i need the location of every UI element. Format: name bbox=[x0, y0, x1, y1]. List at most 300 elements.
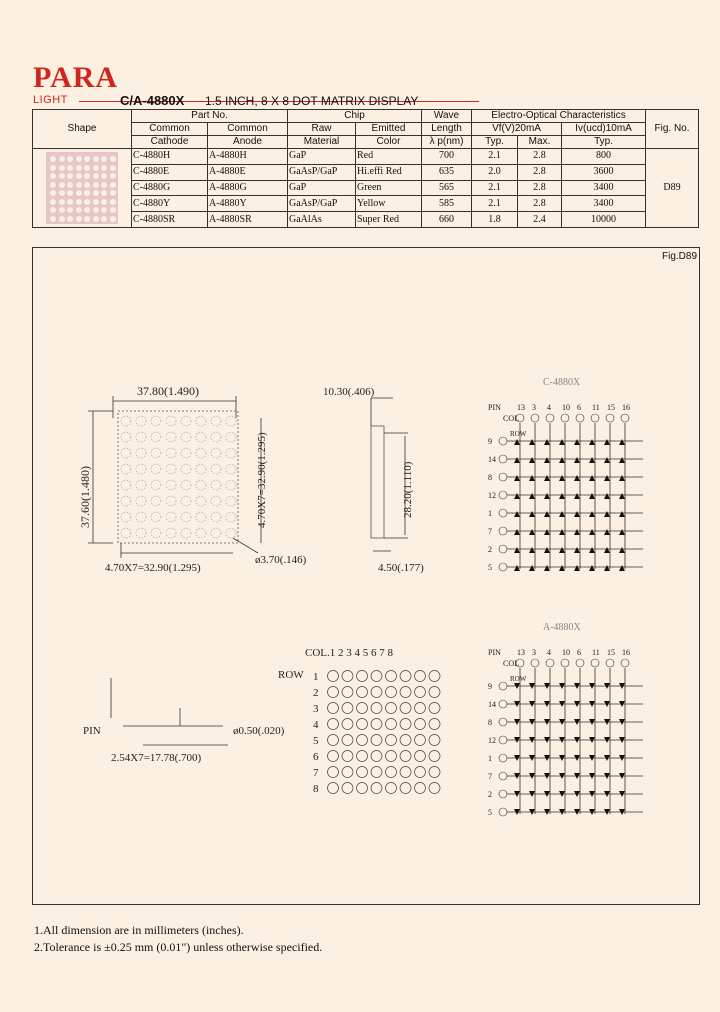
matrix-dot bbox=[50, 190, 56, 196]
map-dot bbox=[429, 719, 440, 730]
schematic-row-number: 8 bbox=[488, 473, 492, 482]
cell-material: GaAlAs bbox=[288, 212, 356, 228]
led-diode-symbol bbox=[589, 547, 595, 553]
row-node-circle bbox=[499, 772, 507, 780]
schematic-pin-number: 11 bbox=[592, 403, 600, 412]
front-view-dot bbox=[136, 432, 146, 442]
matrix-dot bbox=[110, 216, 116, 222]
map-dot bbox=[400, 783, 411, 794]
map-dot bbox=[371, 719, 382, 730]
cell-color: Super Red bbox=[356, 212, 422, 228]
row-map-number: 5 bbox=[313, 735, 319, 747]
dim-height-label: 37.60(1.480) bbox=[78, 466, 92, 528]
matrix-dot bbox=[101, 173, 107, 179]
header-part-no: Part No. bbox=[132, 110, 288, 123]
header-raw: Raw bbox=[288, 123, 356, 136]
front-view-dot bbox=[196, 448, 206, 458]
map-dot bbox=[328, 719, 339, 730]
row-map-number: 1 bbox=[313, 671, 319, 683]
led-diode-symbol bbox=[529, 493, 535, 499]
matrix-dot bbox=[76, 173, 82, 179]
cell-anode: A-4880Y bbox=[208, 196, 288, 212]
pin-dia-label: ø0.50(.020) bbox=[233, 725, 285, 737]
matrix-dot bbox=[67, 156, 73, 162]
cell-anode: A-4880G bbox=[208, 180, 288, 196]
dim-line bbox=[233, 538, 258, 553]
map-dot bbox=[415, 687, 426, 698]
front-view-dot bbox=[226, 528, 236, 538]
column-node-circle bbox=[546, 414, 554, 422]
model-title: C/A-4880X bbox=[120, 93, 185, 108]
led-diode-symbol bbox=[589, 493, 595, 499]
schematic-row-number: 12 bbox=[488, 491, 496, 500]
matrix-dot bbox=[50, 156, 56, 162]
cell-wave: 585 bbox=[422, 196, 472, 212]
map-dot bbox=[415, 719, 426, 730]
row-node-circle bbox=[499, 754, 507, 762]
led-diode-symbol bbox=[589, 565, 595, 571]
led-diode-symbol bbox=[559, 475, 565, 481]
front-view-dot bbox=[196, 480, 206, 490]
header-anode: Anode bbox=[208, 136, 288, 149]
map-dot bbox=[328, 783, 339, 794]
schematic-pin-number: 10 bbox=[562, 648, 570, 657]
led-diode-symbol bbox=[529, 439, 535, 445]
row-node-circle bbox=[499, 736, 507, 744]
column-node-circle bbox=[621, 414, 629, 422]
header-common-anode: Common bbox=[208, 123, 288, 136]
front-view-dot bbox=[166, 480, 176, 490]
led-diode-symbol bbox=[619, 493, 625, 499]
matrix-dot bbox=[59, 190, 65, 196]
cell-color: Yellow bbox=[356, 196, 422, 212]
schematic-row-label: ROW bbox=[510, 675, 527, 683]
schematic-row-number: 2 bbox=[488, 545, 492, 554]
matrix-dot bbox=[101, 182, 107, 188]
led-diode-symbol bbox=[574, 547, 580, 553]
column-node-circle bbox=[561, 659, 569, 667]
matrix-dot bbox=[101, 165, 107, 171]
matrix-dot bbox=[59, 173, 65, 179]
column-node-circle bbox=[621, 659, 629, 667]
matrix-dot bbox=[110, 182, 116, 188]
cell-color: Red bbox=[356, 149, 422, 165]
front-view-dot bbox=[211, 512, 221, 522]
led-diode-symbol bbox=[619, 565, 625, 571]
brand-name: PARA bbox=[33, 61, 119, 94]
matrix-dot bbox=[84, 207, 90, 213]
front-view-dot bbox=[226, 480, 236, 490]
pin-label: PIN bbox=[83, 725, 101, 737]
front-view-dot bbox=[136, 480, 146, 490]
led-diode-symbol bbox=[514, 547, 520, 553]
led-diode-symbol bbox=[514, 493, 520, 499]
spec-table bbox=[32, 109, 699, 228]
led-diode-symbol bbox=[574, 511, 580, 517]
schematic-pin-number: 13 bbox=[517, 403, 525, 412]
cell-vf-typ: 2.0 bbox=[472, 164, 518, 180]
map-dot bbox=[429, 671, 440, 682]
dot-matrix-image bbox=[46, 152, 118, 224]
map-dot bbox=[429, 735, 440, 746]
led-diode-symbol bbox=[544, 439, 550, 445]
map-dot bbox=[328, 671, 339, 682]
table-row bbox=[33, 196, 699, 212]
front-view-dot bbox=[151, 448, 161, 458]
front-view-dot bbox=[121, 432, 131, 442]
brand-sub: LIGHT bbox=[33, 94, 68, 106]
matrix-dot bbox=[59, 207, 65, 213]
front-view-dot bbox=[196, 496, 206, 506]
matrix-dot bbox=[67, 190, 73, 196]
schematic-pin-number: 10 bbox=[562, 403, 570, 412]
matrix-dot bbox=[93, 190, 99, 196]
cell-iv: 3400 bbox=[562, 196, 646, 212]
map-dot bbox=[342, 751, 353, 762]
table-row bbox=[33, 180, 699, 196]
column-node-circle bbox=[531, 414, 539, 422]
map-dot bbox=[400, 671, 411, 682]
schematic-pin-number: 4 bbox=[547, 403, 551, 412]
header-chip: Chip bbox=[288, 110, 422, 123]
col-map-label: COL.1 2 3 4 5 6 7 8 bbox=[305, 647, 393, 659]
led-diode-symbol bbox=[604, 511, 610, 517]
front-view-dot bbox=[151, 480, 161, 490]
column-node-circle bbox=[591, 414, 599, 422]
matrix-dot bbox=[101, 216, 107, 222]
led-diode-symbol bbox=[529, 475, 535, 481]
matrix-dot bbox=[67, 165, 73, 171]
map-dot bbox=[357, 751, 368, 762]
cell-iv: 10000 bbox=[562, 212, 646, 228]
header-lambda: λ p(nm) bbox=[422, 136, 472, 149]
map-dot bbox=[400, 703, 411, 714]
dim-pin-gap-label: 4.50(.177) bbox=[378, 562, 424, 574]
matrix-dot bbox=[93, 216, 99, 222]
matrix-dot bbox=[59, 165, 65, 171]
matrix-dot bbox=[93, 165, 99, 171]
led-diode-symbol bbox=[559, 457, 565, 463]
map-dot bbox=[342, 767, 353, 778]
cell-wave: 635 bbox=[422, 164, 472, 180]
map-dot bbox=[342, 671, 353, 682]
led-diode-symbol bbox=[514, 529, 520, 535]
drawing-svg bbox=[33, 248, 699, 904]
led-diode-symbol bbox=[529, 565, 535, 571]
matrix-dot bbox=[84, 199, 90, 205]
front-view-dot bbox=[151, 528, 161, 538]
front-view-dot bbox=[136, 464, 146, 474]
matrix-dot bbox=[101, 199, 107, 205]
led-diode-symbol bbox=[604, 457, 610, 463]
led-diode-symbol bbox=[619, 439, 625, 445]
matrix-dot bbox=[110, 199, 116, 205]
matrix-dot bbox=[110, 165, 116, 171]
map-dot bbox=[371, 735, 382, 746]
cell-color: Hi.effi Red bbox=[356, 164, 422, 180]
header-emitted: Emitted bbox=[356, 123, 422, 136]
cell-cathode: C-4880H bbox=[132, 149, 208, 165]
row-map-number: 4 bbox=[313, 719, 319, 731]
row-node-circle bbox=[499, 563, 507, 571]
front-view-outline bbox=[118, 411, 238, 543]
map-dot bbox=[357, 735, 368, 746]
cell-vf-typ: 2.1 bbox=[472, 149, 518, 165]
map-dot bbox=[400, 751, 411, 762]
row-node-circle bbox=[499, 473, 507, 481]
note-2: 2.Tolerance is ±0.25 mm (0.01") unless otherwise specified. bbox=[34, 940, 323, 954]
led-diode-symbol bbox=[559, 547, 565, 553]
matrix-dot bbox=[84, 190, 90, 196]
header-cathode: Cathode bbox=[132, 136, 208, 149]
dim-depth-label: 10.30(.406) bbox=[323, 386, 375, 398]
led-diode-symbol bbox=[619, 511, 625, 517]
dim-dot-label: ø3.70(.146) bbox=[255, 554, 307, 566]
schematic-pin-number: 13 bbox=[517, 648, 525, 657]
led-diode-symbol bbox=[589, 529, 595, 535]
cell-color: Green bbox=[356, 180, 422, 196]
header-vf: Vf(V)20mA bbox=[472, 123, 562, 136]
model-description: 1.5 INCH, 8 X 8 DOT MATRIX DISPLAY bbox=[205, 94, 419, 108]
matrix-dot bbox=[84, 156, 90, 162]
matrix-dot bbox=[59, 199, 65, 205]
led-diode-symbol bbox=[559, 529, 565, 535]
fig-label: Fig.D89 bbox=[661, 251, 697, 262]
cell-vf-typ: 2.1 bbox=[472, 180, 518, 196]
led-diode-symbol bbox=[544, 529, 550, 535]
row-map-label: ROW bbox=[278, 669, 304, 681]
led-diode-symbol bbox=[514, 511, 520, 517]
cell-vf-typ: 2.1 bbox=[472, 196, 518, 212]
map-dot bbox=[328, 687, 339, 698]
led-diode-symbol bbox=[544, 511, 550, 517]
led-diode-symbol bbox=[604, 547, 610, 553]
schematic-row-number: 7 bbox=[488, 772, 492, 781]
schematic-row-number: 5 bbox=[488, 563, 492, 572]
map-dot bbox=[415, 703, 426, 714]
schematic-row-label: ROW bbox=[510, 430, 527, 438]
front-view-dot bbox=[121, 496, 131, 506]
matrix-dot bbox=[50, 199, 56, 205]
column-node-circle bbox=[576, 659, 584, 667]
front-view-dot bbox=[196, 416, 206, 426]
column-node-circle bbox=[606, 414, 614, 422]
matrix-dot bbox=[67, 173, 73, 179]
schematic-pin-number: 4 bbox=[547, 648, 551, 657]
cell-cathode: C-4880SR bbox=[132, 212, 208, 228]
header-wave: Wave bbox=[422, 110, 472, 123]
cathode-schematic-title: C-4880X bbox=[543, 377, 581, 388]
schematic-row-number: 1 bbox=[488, 754, 492, 763]
header-iv: Iv(ucd)10mA bbox=[562, 123, 646, 136]
shape-image-cell bbox=[33, 149, 132, 228]
led-diode-symbol bbox=[574, 493, 580, 499]
front-view-dot bbox=[121, 448, 131, 458]
matrix-dot bbox=[110, 190, 116, 196]
cell-vf-max: 2.8 bbox=[518, 180, 562, 196]
map-dot bbox=[386, 735, 397, 746]
map-dot bbox=[386, 671, 397, 682]
header-common-cathode: Common bbox=[132, 123, 208, 136]
cell-vf-max: 2.4 bbox=[518, 212, 562, 228]
drawing-frame bbox=[32, 247, 700, 905]
map-dot bbox=[415, 767, 426, 778]
matrix-dot bbox=[76, 156, 82, 162]
cell-wave: 700 bbox=[422, 149, 472, 165]
map-dot bbox=[429, 703, 440, 714]
schematic-pin-label: PIN bbox=[488, 403, 501, 412]
front-view-dot bbox=[181, 416, 191, 426]
schematic-row-number: 9 bbox=[488, 437, 492, 446]
map-dot bbox=[371, 703, 382, 714]
header-typ: Typ. bbox=[472, 136, 518, 149]
header-electro: Electro-Optical Characteristics bbox=[472, 110, 646, 123]
map-dot bbox=[328, 735, 339, 746]
front-view-dot bbox=[181, 480, 191, 490]
front-view-dot bbox=[226, 448, 236, 458]
cell-vf-max: 2.8 bbox=[518, 196, 562, 212]
front-view-dot bbox=[196, 512, 206, 522]
map-dot bbox=[342, 719, 353, 730]
matrix-dot bbox=[110, 207, 116, 213]
header-typ2: Typ. bbox=[562, 136, 646, 149]
row-map-number: 2 bbox=[313, 687, 319, 699]
led-diode-symbol bbox=[514, 475, 520, 481]
map-dot bbox=[328, 703, 339, 714]
column-node-circle bbox=[576, 414, 584, 422]
matrix-dot bbox=[76, 165, 82, 171]
cell-anode: A-4880SR bbox=[208, 212, 288, 228]
front-view-dot bbox=[166, 528, 176, 538]
map-dot bbox=[328, 767, 339, 778]
pin-pitch-label: 2.54X7=17.78(.700) bbox=[111, 752, 202, 764]
matrix-dot bbox=[93, 173, 99, 179]
cell-cathode: C-4880Y bbox=[132, 196, 208, 212]
front-view-dot bbox=[151, 496, 161, 506]
map-dot bbox=[371, 767, 382, 778]
row-node-circle bbox=[499, 527, 507, 535]
map-dot bbox=[400, 735, 411, 746]
led-diode-symbol bbox=[574, 529, 580, 535]
led-diode-symbol bbox=[544, 565, 550, 571]
matrix-dot bbox=[93, 182, 99, 188]
led-diode-symbol bbox=[574, 439, 580, 445]
row-node-circle bbox=[499, 491, 507, 499]
matrix-dot bbox=[50, 207, 56, 213]
map-dot bbox=[357, 719, 368, 730]
row-node-circle bbox=[499, 437, 507, 445]
dim-width-label: 37.80(1.490) bbox=[137, 384, 199, 398]
row-node-circle bbox=[499, 455, 507, 463]
matrix-dot bbox=[59, 182, 65, 188]
front-view-dot bbox=[151, 416, 161, 426]
row-node-circle bbox=[499, 682, 507, 690]
matrix-dot bbox=[101, 190, 107, 196]
header-fig-no: Fig. No. bbox=[646, 110, 699, 149]
led-diode-symbol bbox=[574, 565, 580, 571]
column-node-circle bbox=[606, 659, 614, 667]
schematic-pin-number: 6 bbox=[577, 648, 581, 657]
front-view-dot bbox=[181, 432, 191, 442]
note-1: 1.All dimension are in millimeters (inches). bbox=[34, 923, 244, 937]
front-view-dot bbox=[181, 496, 191, 506]
front-view-dot bbox=[211, 416, 221, 426]
led-diode-symbol bbox=[529, 457, 535, 463]
schematic-row-number: 7 bbox=[488, 527, 492, 536]
cell-material: GaP bbox=[288, 180, 356, 196]
led-diode-symbol bbox=[619, 547, 625, 553]
led-diode-symbol bbox=[604, 475, 610, 481]
header-length: Length bbox=[422, 123, 472, 136]
front-view-dot bbox=[226, 496, 236, 506]
matrix-dot bbox=[84, 182, 90, 188]
matrix-dot bbox=[93, 156, 99, 162]
map-dot bbox=[429, 751, 440, 762]
front-view-dot bbox=[211, 464, 221, 474]
dim-pitch-v-label: 4.70X7=32.90(1.295) bbox=[256, 432, 268, 528]
front-view-dot bbox=[136, 528, 146, 538]
header-shape: Shape bbox=[33, 110, 132, 149]
front-view-dot bbox=[136, 416, 146, 426]
row-map-number: 3 bbox=[313, 703, 319, 715]
led-diode-symbol bbox=[544, 547, 550, 553]
matrix-dot bbox=[59, 216, 65, 222]
cell-wave: 565 bbox=[422, 180, 472, 196]
map-dot bbox=[386, 719, 397, 730]
row-node-circle bbox=[499, 509, 507, 517]
matrix-dot bbox=[76, 207, 82, 213]
led-diode-symbol bbox=[589, 475, 595, 481]
matrix-dot bbox=[93, 199, 99, 205]
row-node-circle bbox=[499, 700, 507, 708]
led-diode-symbol bbox=[559, 565, 565, 571]
cell-material: GaP bbox=[288, 149, 356, 165]
led-diode-symbol bbox=[604, 565, 610, 571]
matrix-dot bbox=[76, 190, 82, 196]
front-view-dot bbox=[121, 512, 131, 522]
schematic-pin-number: 11 bbox=[592, 648, 600, 657]
front-view-dot bbox=[181, 464, 191, 474]
map-dot bbox=[386, 783, 397, 794]
matrix-dot bbox=[101, 156, 107, 162]
front-view-dot bbox=[211, 528, 221, 538]
map-dot bbox=[415, 671, 426, 682]
schematic-row-number: 9 bbox=[488, 682, 492, 691]
row-node-circle bbox=[499, 545, 507, 553]
led-diode-symbol bbox=[604, 529, 610, 535]
map-dot bbox=[429, 687, 440, 698]
map-dot bbox=[357, 767, 368, 778]
front-view-dot bbox=[211, 432, 221, 442]
front-view-dot bbox=[136, 448, 146, 458]
matrix-dot bbox=[93, 207, 99, 213]
map-dot bbox=[429, 783, 440, 794]
matrix-dot bbox=[110, 173, 116, 179]
led-diode-symbol bbox=[589, 511, 595, 517]
schematic-col-label: COL bbox=[503, 659, 519, 668]
led-diode-symbol bbox=[574, 475, 580, 481]
front-view-dot bbox=[121, 528, 131, 538]
map-dot bbox=[342, 783, 353, 794]
matrix-dot bbox=[50, 182, 56, 188]
front-view-dot bbox=[211, 496, 221, 506]
schematic-row-number: 14 bbox=[488, 700, 496, 709]
map-dot bbox=[400, 767, 411, 778]
front-view-dot bbox=[166, 512, 176, 522]
front-view-dot bbox=[181, 448, 191, 458]
cell-vf-max: 2.8 bbox=[518, 149, 562, 165]
front-view-dot bbox=[226, 464, 236, 474]
